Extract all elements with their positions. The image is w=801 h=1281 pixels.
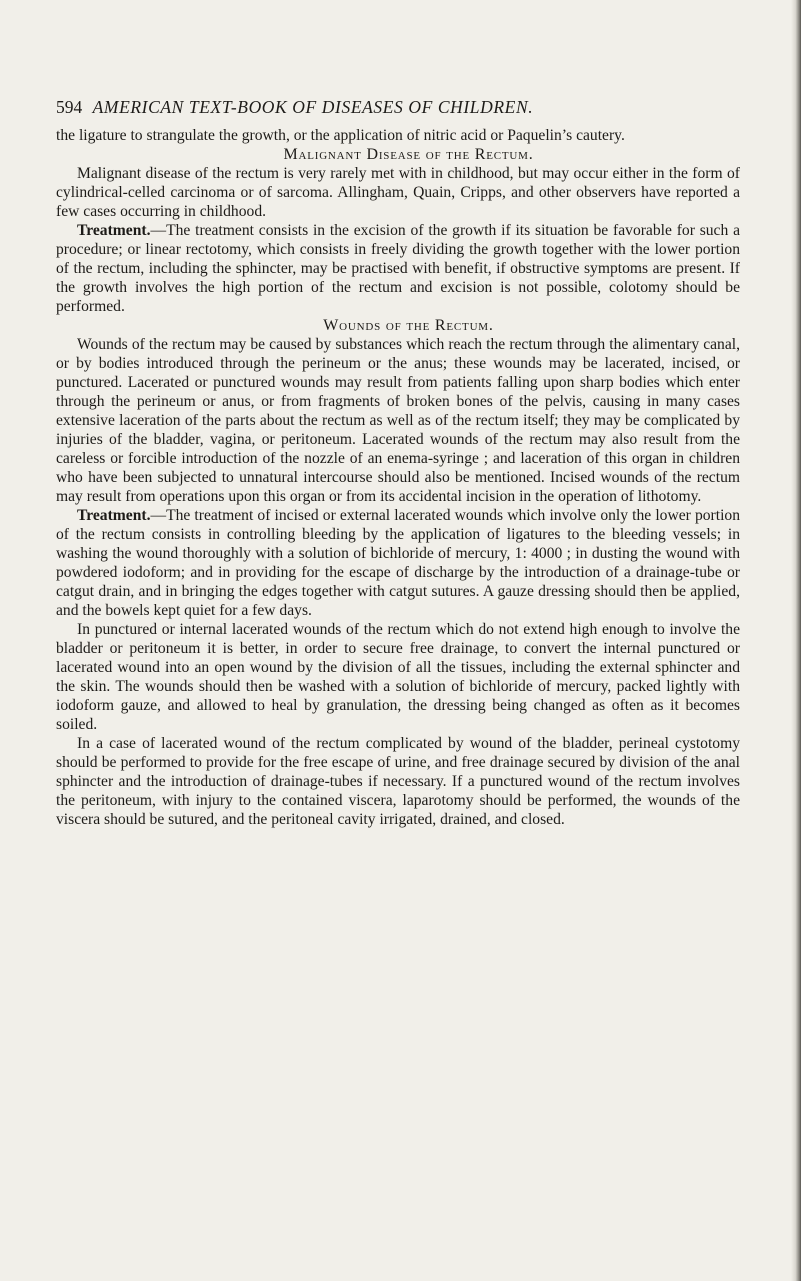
wounds-paragraph-4: In a case of lacerated wound of the rectum complicated by wound of the bladder, perineal cystotomy should be performed to provide for the free escape of urine, and free drainage secured by division of the anal sphincter and the introduction of drainage-tubes if necessary. If a punctured wound of the rectum involves the peritoneum, with injury to the contained viscera, laparotomy should be performed, the wounds of the viscera should be sutured, and the peritoneal cavity irrigated, drained, and closed. (56, 735, 740, 828)
malignant-paragraph-1: Malignant disease of the rectum is very rarely met with in childhood, but may occur either in the form of cylindrical-celled carcinoma or of sarcoma. Allingham, Quain, Cripps, and other observers have reported a few cases occurring in childhood. (56, 165, 740, 220)
treatment-run-in-heading: Treatment. (77, 507, 151, 524)
running-head (56, 96, 756, 118)
malignant-treatment-text: —The treatment consists in the excision of the growth if its situation be favorable for such a procedure; or linear rectotomy, which consists in freely dividing the growth together with the lower portion of the rectum, including the sphincter, may be practised with benefit, if obstructive symptoms are present. If the growth involves the high portion of the rectum and excision is not possible, colotomy should be performed. (56, 222, 740, 315)
treatment-run-in-heading: Treatment. (77, 222, 151, 239)
body-text (56, 126, 740, 829)
running-title: AMERICAN TEXT-BOOK OF DISEASES OF CHILDREN. (92, 97, 534, 117)
wounds-treatment-paragraph (56, 506, 740, 620)
continuation-paragraph: the ligature to strangulate the growth, or the application of nitric acid or Paquelin’s cautery. (56, 127, 625, 144)
wounds-paragraph-3: In punctured or internal lacerated wounds of the rectum which do not extend high enough to involve the bladder or peritoneum it is better, in order to secure free drainage, to convert the internal punctured or lacerated wound into an open wound by the division of all the tissues, including the external sphincter and the skin. The wounds should then be washed with a solution of bichloride of mercury, packed lightly with iodoform gauze, and allowed to heal by granulation, the dressing being changed as often as it becomes soiled. (56, 621, 740, 733)
section-heading-wounds: Wounds of the Rectum. (323, 317, 494, 334)
section-heading-malignant: Malignant Disease of the Rectum. (283, 146, 534, 163)
malignant-treatment-paragraph (56, 221, 740, 316)
wounds-treatment-text: —The treatment of incised or external lacerated wounds which involve only the lower portion of the rectum consists in controlling bleeding by the application of ligatures to the bleeding vessels; in washing the wound thoroughly with a solution of bichloride of mercury, 1: 4000 ; in dusting the wound with powdered iodoform; and in providing for the escape of discharge by the introduction of a drainage-tube or catgut drain, and in bringing the edges together with catgut sutures. A gauze dressing should then be applied, and the bowels kept quiet for a few days. (56, 507, 740, 619)
wounds-paragraph-1: Wounds of the rectum may be caused by substances which reach the rectum through the alimentary canal, or by bodies introduced through the perineum or the anus; these wounds may be lacerated, incised, or punctured. Lacerated or punctured wounds may result from patients falling upon sharp bodies which enter through the perineum or anus, or from fragments of broken bones of the pelvis, causing in many cases extensive laceration of the parts about the rectum as well as of the rectum itself; they may be complicated by injuries of the bladder, vagina, or peritoneum. Lacerated wounds of the rectum may also result from the careless or forcible introduction of the nozzle of an enema-syringe ; and laceration of this organ in children who have been subjected to unnatural intercourse should also be mentioned. Incised wounds of the rectum may result from operations upon this organ or from its accidental incision in the operation of lithotomy. (56, 336, 740, 505)
page-number: 594 (56, 97, 83, 117)
page-edge-shadow (791, 0, 801, 1281)
